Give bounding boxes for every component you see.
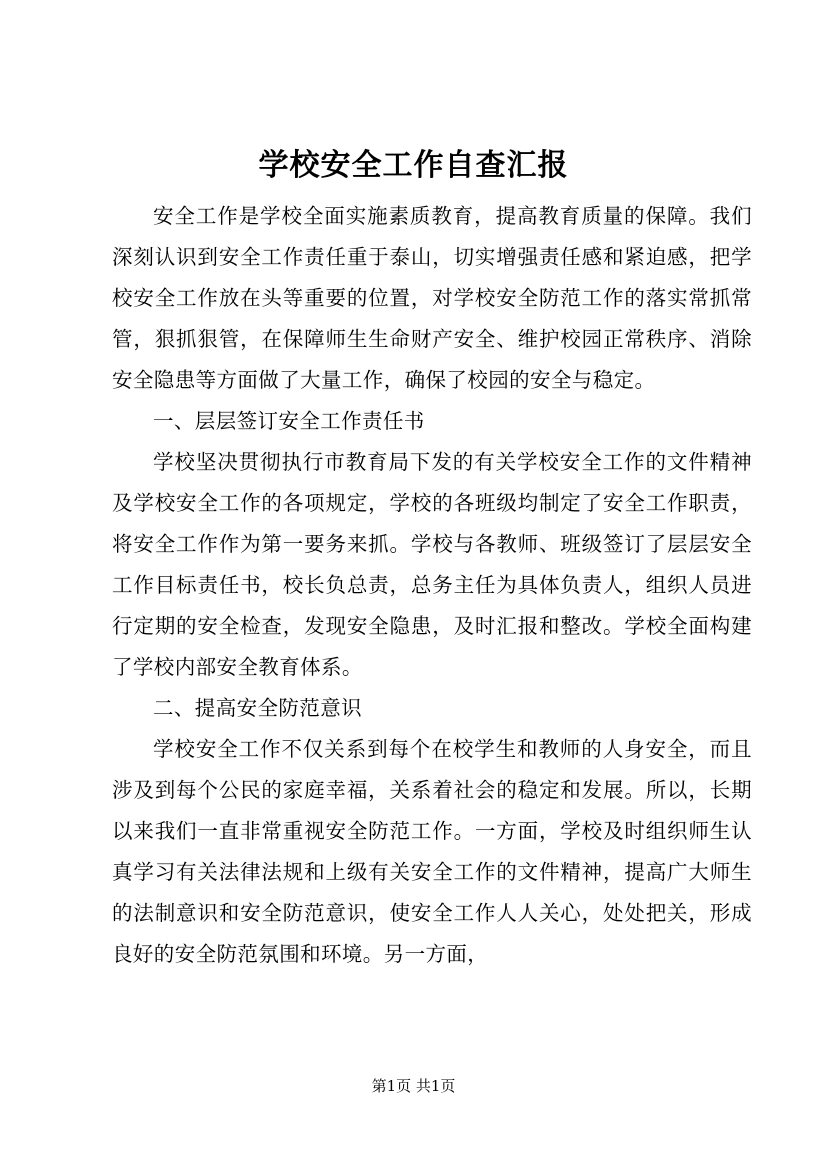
document-title: 学校安全工作自查汇报 bbox=[258, 148, 569, 183]
paragraph-intro: 安全工作是学校全面实施素质教育，提高教育质量的保障。我们深刻认识到安全工作责任重于泰山，切实增强责任感和紧迫感，把学校安全工作放在头等重要的位置，对学校安全防范工作的落实常抓常管，狠抓狠管，在保障师生生命财产安全、维护校园正常秩序、消除安全隐患等方面做了大量工作，确保了校园的安全与稳定。 bbox=[112, 204, 752, 392]
section-heading-1: 一、层层签订安全工作责任书 bbox=[153, 409, 425, 433]
paragraph-section-1: 学校坚决贯彻执行市教育局下发的有关学校安全工作的文件精神及学校安全工作的各项规定，学校的各班级均制定了安全工作职责，将安全工作作为第一要务来抓。学校与各教师、班级签订了层层安全工作目标责任书，校长负总责，总务主任为具体负责人，组织人员进行定期的安全检查，发现安全隐患，及时汇报和整改。学校全面构建了学校内部安全教育体系。 bbox=[112, 450, 752, 679]
paragraph-section-2: 学校安全工作不仅关系到每个在校学生和教师的人身安全，而且涉及到每个公民的家庭幸福，关系着社会的稳定和发展。所以，长期以来我们一直非常重视安全防范工作。一方面，学校及时组织师生认真学习有关法律法规和上级有关安全工作的文件精神，提高广大师生的法制意识和安全防范意识，使安全工作人人关心，处处把关，形成良好的安全防范氛围和环境。另一方面， bbox=[112, 737, 752, 966]
page-number-footer: 第1页 共1页 bbox=[371, 1077, 456, 1095]
document-body bbox=[112, 196, 752, 975]
section-heading-2: 二、提高安全防范意识 bbox=[153, 696, 362, 720]
